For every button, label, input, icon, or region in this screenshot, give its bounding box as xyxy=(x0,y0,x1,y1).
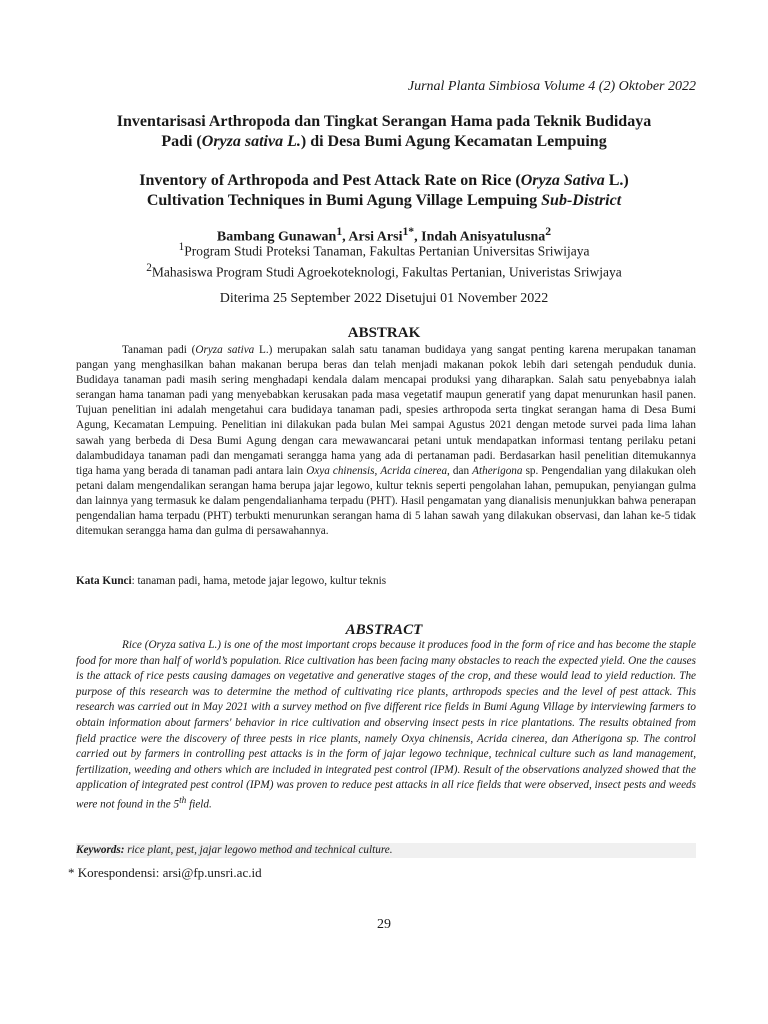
keywords-text: rice plant, pest, jajar legowo method and technical culture. xyxy=(124,844,393,856)
title-id-line2b: ) di Desa Bumi Agung Kecamatan Lempuing xyxy=(300,133,607,150)
abstrak-species: Atherigona xyxy=(472,464,523,477)
abstract-text: field. xyxy=(186,798,212,811)
kata-kunci-text: : tanaman padi, hama, metode jajar legowo, kultur teknis xyxy=(131,575,387,587)
keywords xyxy=(76,843,696,858)
author-2: Arsi Arsi xyxy=(348,229,403,245)
author-3: Indah Anisyatulusna xyxy=(421,229,546,245)
title-en-species: Oryza Sativa xyxy=(520,172,605,189)
title-en-line2-italic: Sub-District xyxy=(541,192,622,209)
affiliation-1-text: Program Studi Proteksi Tanaman, Fakultas Pertanian Universitas Sriwijaya xyxy=(184,243,590,259)
author-1-sup: 1 xyxy=(336,225,343,238)
author-1: Bambang Gunawan xyxy=(216,229,337,245)
abstrak-text: L.) merupakan salah satu tanaman budidaya yang sangat penting karena merupakan tanaman pangan yang menghasilkan bahan makanan berupa beras dan telah menjadi makanan pokok lebih dari setengah penduduk dunia. Budidaya tanaman padi masih sering menghadapi kendala dalam mencapai produksi yang diharapkan. Salah satu penyebabnya ialah serangan hama tanaman padi yang menyebabkan kerusakan pada masa vegetatif maupun generatif yang dapat menurunkan hasil panen. Tujuan penelitian ini adalah mengetahui cara budidaya tanaman padi, spesies arthropoda serta tingkat serangan hama di Desa Bumi Agung, Kecamatan Lempuing. Penelitian ini dilakukan pada bulan Mei sampai Agustus 2021 dengan metode survei pada lima lahan sawah yang berbeda di Desa Bumi Agung dengan cara mewawancarai petani untuk mendapatkan informasi tentang perilaku petani dalambudidaya tanaman padi dan mengamati serangga hama yang ada di pertanaman padi. Berdasarkan hasil penelitian ditemukannya tiga hama yang berada di tanaman padi antara lain xyxy=(76,344,696,477)
abstrak-species: Oryza sativa xyxy=(195,344,255,356)
title-en-line1b: L.) xyxy=(604,172,629,189)
title-id-line1: Inventarisasi Arthropoda dan Tingkat Serangan Hama pada Teknik Budidaya xyxy=(116,113,652,130)
author-2-sup: 1* xyxy=(402,225,415,238)
affiliation-2-text: Mahasiswa Program Studi Agroekoteknologi, Fakultas Pertanian, Univeristas Sriwjaya xyxy=(151,264,622,280)
correspondence-note: * Korespondensi: arsi@fp.unsri.ac.id xyxy=(68,865,262,880)
title-id-line2a: Padi ( xyxy=(161,133,202,150)
title-indonesian xyxy=(70,112,698,152)
abstrak-text: , xyxy=(374,464,381,477)
abstrak-species: Acrida cinerea xyxy=(380,464,448,477)
received-accepted-dates: Diterima 25 September 2022 Disetujui 01 November 2022 xyxy=(219,291,549,306)
abstract-sup: th xyxy=(179,795,187,806)
title-english xyxy=(70,171,698,211)
abstract-text: Rice ( xyxy=(122,639,149,651)
author-separator: , xyxy=(414,229,422,245)
kata-kunci-label: Kata Kunci xyxy=(76,575,132,587)
affiliation-2 xyxy=(70,262,698,281)
abstrak-body xyxy=(76,343,696,539)
author-separator: , xyxy=(342,229,349,245)
abstrak-text: Tanaman padi ( xyxy=(122,344,196,356)
affiliation-2-sup: 2 xyxy=(146,262,152,274)
title-en-line2a: Cultivation Techniques in Bumi Agung Village Lempuing xyxy=(146,192,542,209)
abstrak-text: , dan xyxy=(447,464,473,477)
kata-kunci xyxy=(76,575,696,587)
abstract-heading: ABSTRACT xyxy=(345,622,423,638)
title-en-line1a: Inventory of Arthropoda and Pest Attack Rate on Rice ( xyxy=(139,172,521,189)
affiliation-1-sup: 1 xyxy=(178,241,185,253)
abstrak-species: Oxya chinensis xyxy=(306,464,375,477)
affiliation-1 xyxy=(70,241,698,260)
abstrak-text: sp. Pengendalian yang dilakukan oleh petani dalam mengendalikan serangan hama berupa jajar legowo, kultur teknis seperti pengolahan lahan, pemupukan, penyiangan gulma dan lainnya yang termasuk ke dalam pengendalianhama terpadu (PHT). Hasil pengamatan yang dianalisis menunjukkan bahwa penerapan pengendalian hama terpadu (PHT) terbukti menurunkan serangan hama di 5 lahan sawah yang dilakukan observasi, dan lahan ke-5 tidak ditemukan serangga hama dan gulma di persawahannya. xyxy=(76,464,697,538)
abstract-body xyxy=(76,638,696,813)
keywords-label: Keywords: xyxy=(76,844,125,856)
journal-header: Jurnal Planta Simbiosa Volume 4 (2) Oktober 2022 xyxy=(407,79,696,94)
abstrak-heading: ABSTRAK xyxy=(347,325,421,341)
title-id-species: Oryza sativa L. xyxy=(201,133,301,150)
page-number: 29 xyxy=(377,917,391,932)
author-3-sup: 2 xyxy=(545,225,552,238)
abstract-text: ) is one of the most important crops because it produces food in the form of rice and has become the staple food for more than half of world’s population. Rice cultivation has been facing many obstacles to reach the expected yield. One the causes is the attack of rice pests causing damages on vegetative and generative stages of the crop, and these would lead to yield reduction. The purpose of this research was to determine the method of cultivating rice plants, arthropods species and the level of pest attack. This research was carried out in May 2021 with a survey method on five different rice fields in Bumi Agung Village by interviewing farmers to obtain information about farmers' behavior in rice cultivation and observing insect pests in rice plantations. The results obtained from field practice were the discovery of three pests in rice plants, namely Oxya chinensis, Acrida cinerea, dan Atherigona sp. The control carried out by farmers in controlling pest attacks is in the form of jajar legowo technique, technical culture such as land management, fertilization, weeding and others which are included in integrated pest control (IPM). Result of the observations analyzed showed that the application of integrated pest control (IPM) was proven to reduce pest attacks in all rice fields that were observed, insect pests and weeds were not found in the 5 xyxy=(76,639,696,811)
abstract-species: Oryza sativa L. xyxy=(148,639,218,651)
